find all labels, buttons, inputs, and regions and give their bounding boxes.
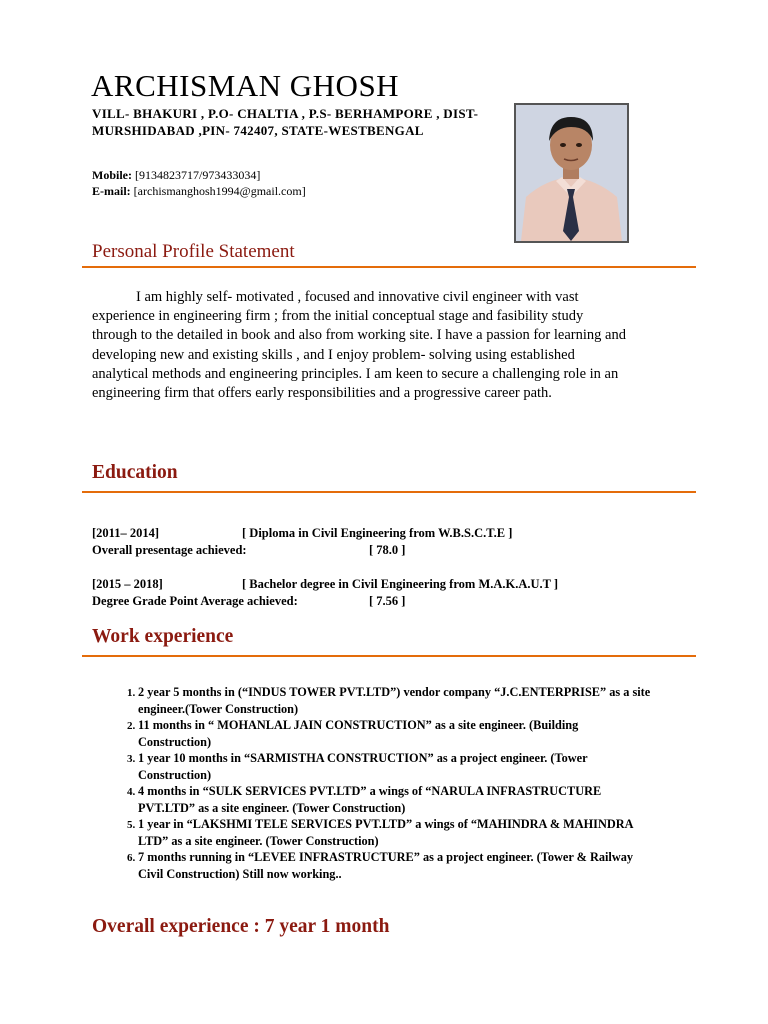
education-metric-value: [ 78.0 ] xyxy=(369,543,406,557)
education-metric-value: [ 7.56 ] xyxy=(369,594,406,608)
work-list xyxy=(92,684,652,882)
contact-block xyxy=(92,167,306,199)
education-course: [ Bachelor degree in Civil Engineering from M.A.K.A.U.T ] xyxy=(242,577,559,591)
list-item: 6. 7 months running in “LEVEE INFRASTRUCTURE” as a project engineer. (Tower & Railway Civil Construction) Still now working.. xyxy=(138,849,652,882)
work-heading: Work experience xyxy=(92,626,234,647)
candidate-name: ARCHISMAN GHOSH xyxy=(91,68,400,103)
education-years: [2011– 2014] xyxy=(92,526,160,540)
profile-text: I am highly self- motivated , focused and innovative civil engineer with vast experience in engineering firm ; from the initial conceptual stage and fasibility study through to the detailed in book and also from working site. I have a passion for learning and developing new and existing skills , and I enjoy problem- solving using established analytical methods and engineering principles. I am keen to secure a challenging role in an engineering firm that offers early responsibilities and a progressive career path. xyxy=(92,289,626,402)
mobile-line xyxy=(92,167,306,183)
education-metric-label: Overall presentage achieved: xyxy=(92,543,247,557)
list-item: 1. 2 year 5 months in (“INDUS TOWER PVT.LTD”) vendor company “J.C.ENTERPRISE” as a site engineer.(Tower Construction) xyxy=(138,684,652,717)
email-value: [archismanghosh1994@gmail.com] xyxy=(130,184,306,198)
list-item: 4. 4 months in “SULK SERVICES PVT.LTD” a wings of “NARULA INFRASTRUCTURE PVT.LTD” as a site engineer. (Tower Construction) xyxy=(138,783,652,816)
mobile-label: Mobile: xyxy=(92,168,132,182)
email-label: E-mail: xyxy=(92,184,131,198)
profile-photo xyxy=(514,103,629,243)
education-years: [2015 – 2018] xyxy=(92,577,163,591)
profile-heading: Personal Profile Statement xyxy=(92,241,295,262)
list-item: 5. 1 year in “LAKSHMI TELE SERVICES PVT.LTD” a wings of “MAHINDRA & MAHINDRA LTD” as a site engineer. (Tower Construction) xyxy=(138,816,652,849)
education-heading: Education xyxy=(92,462,178,483)
education-course: [ Diploma in Civil Engineering from W.B.S.C.T.E ] xyxy=(242,526,513,540)
work-divider xyxy=(82,655,696,657)
email-line xyxy=(92,183,306,199)
mobile-value: [9134823717/973433034] xyxy=(132,168,261,182)
list-item: 2. 11 months in “ MOHANLAL JAIN CONSTRUCTION” as a site engineer. (Building Construction) xyxy=(138,717,652,750)
profile-divider xyxy=(82,266,696,268)
profile-statement xyxy=(92,288,627,403)
address: VILL- BHAKURI , P.O- CHALTIA , P.S- BERHAMPORE , DIST- MURSHIDABAD ,PIN- 742407, STATE-WESTBENGAL xyxy=(92,106,479,138)
education-divider xyxy=(82,491,696,493)
overall-experience: Overall experience : 7 year 1 month xyxy=(92,916,390,937)
education-metric-label: Degree Grade Point Average achieved: xyxy=(92,594,298,608)
list-item: 3. 1 year 10 months in “SARMISTHA CONSTRUCTION” as a project engineer. (Tower Construction) xyxy=(138,750,652,783)
